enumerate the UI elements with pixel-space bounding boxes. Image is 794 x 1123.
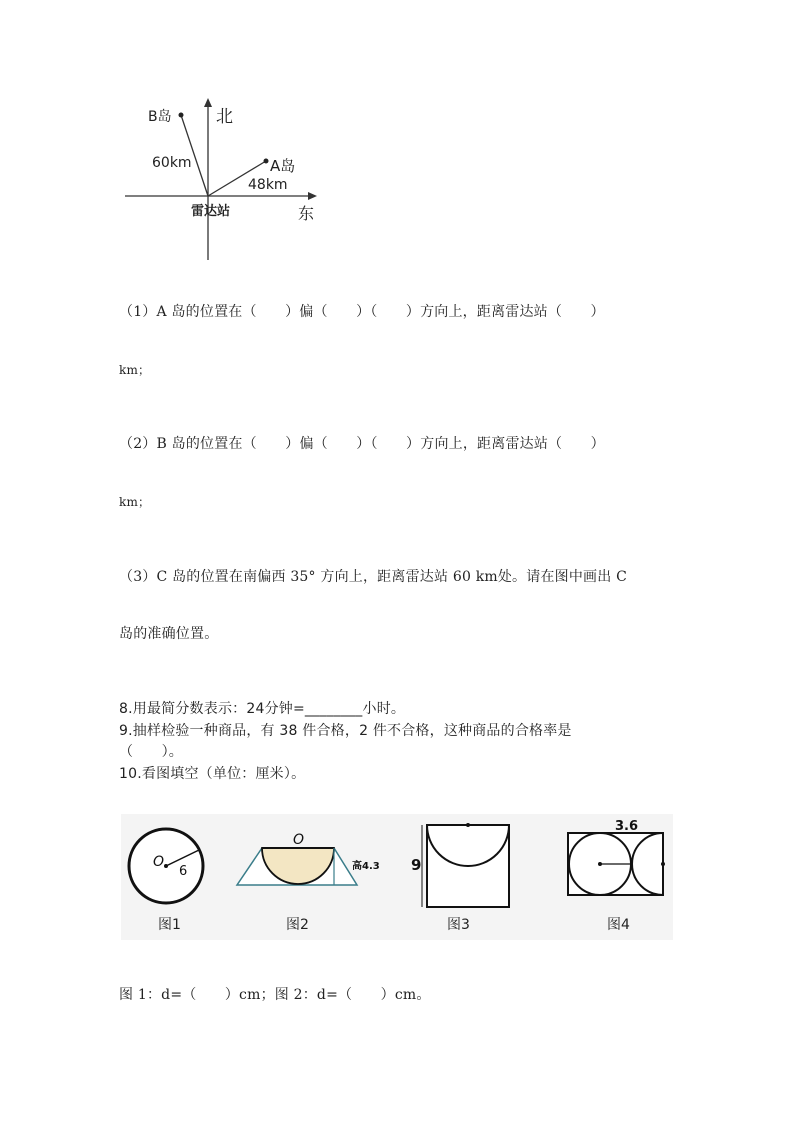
question-1-line-1: （1）A 岛的位置在（ ）偏（ ）（ ）方向上，距离雷达站（ ） [119,304,605,320]
question-3-line-1: （3）C 岛的位置在南偏西 35° 方向上，距离雷达站 60 km处。请在图中画出 C [119,569,628,585]
question-8: 8.用最简分数表示：24分钟=________小时。 [119,701,406,717]
figure-3-caption: 图3 [447,917,470,933]
question-9-line-2: （ ）。 [119,744,183,760]
question-3-line-2: 岛的准确位置。 [119,626,219,642]
figure-4-center-point [598,862,602,866]
figure-3-top-point [466,823,470,827]
station-label: 雷达站 [191,204,231,219]
figure-4-right-point [661,862,665,866]
question-10: 10.看图填空（单位：厘米）。 [119,766,306,782]
north-label: 北 [216,107,233,127]
island-a-point [264,159,269,164]
answer-line: 图 1：d=（ ）cm；图 2：d=（ ）cm。 [119,987,431,1003]
question-2-line-1: （2）B 岛的位置在（ ）偏（ ）（ ）方向上，距离雷达站（ ） [119,436,605,452]
figure-2-caption: 图2 [286,917,309,933]
question-9-line-1: 9.抽样检验一种商品，有 38 件合格，2 件不合格，这种商品的合格率是 [119,723,572,739]
figure-2-center-label: O [293,832,305,848]
east-arrowhead [308,192,317,200]
island-b-point [179,113,184,118]
figure-2-height-label: 高4.3 [352,861,380,872]
figure-4-caption: 图4 [607,917,630,933]
radar-diagram [115,95,345,265]
island-b-label: B岛 [148,109,172,125]
distance-b-label: 60km [152,155,192,171]
question-2-line-2: km； [119,495,151,509]
figure-1-radius-label: 6 [179,864,188,879]
figure-4-width-label: 3.6 [615,819,639,834]
east-label: 东 [298,204,315,223]
distance-a-label: 48km [248,177,288,193]
figure-1-caption: 图1 [158,917,181,933]
north-arrowhead [204,98,212,107]
question-1-line-2: km； [119,363,151,377]
island-a-label: A岛 [270,157,296,175]
figure-3-side-label: 9 [411,856,422,874]
figure-1-center-point [164,864,168,868]
figure-1-center-label: O [153,854,165,870]
figures-strip [121,814,673,940]
